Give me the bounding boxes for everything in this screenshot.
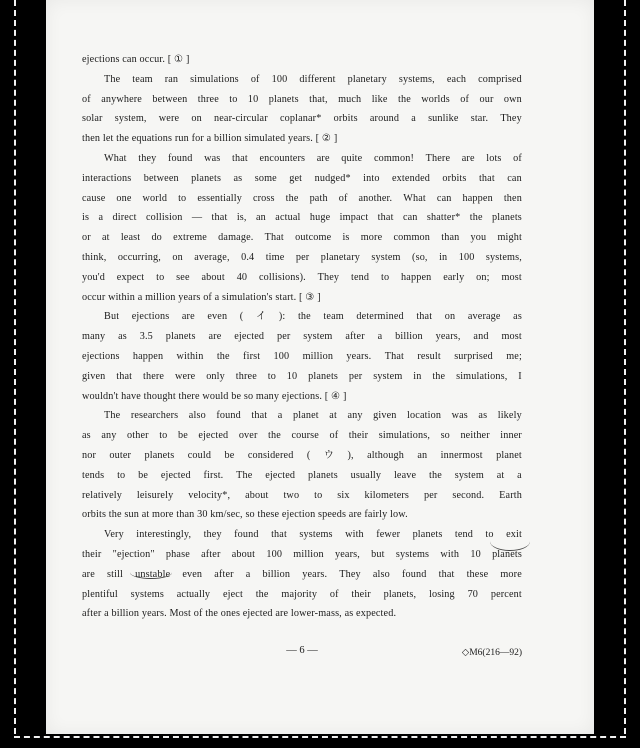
text-line: think, occurring, on average, 0.4 time per planetary system (so, in 100 systems,	[82, 251, 522, 263]
text-line: plentiful systems actually eject the majority of their planets, losing 70 percent	[82, 588, 522, 600]
text-line: The researchers also found that a planet at any given location was as likely	[104, 410, 522, 422]
page-number: — 6 —	[286, 645, 318, 656]
text-line: ejections happen within the first 100 million years. That result surprised me;	[82, 350, 522, 362]
text-line: you'd expect to see about 40 collisions). They tend to happen early on; most	[82, 271, 522, 283]
pencil-underline-mark	[130, 566, 172, 579]
text-line: wouldn't have thought there would be so many ejections. [ ④ ]	[82, 390, 347, 402]
bottom-dashed-border	[14, 736, 626, 738]
text-line: then let the equations run for a billion simulated years. [ ② ]	[82, 133, 338, 145]
text-line: of anywhere between three to 10 planets that, much like the worlds of our own	[82, 93, 522, 105]
pencil-underline-mark	[490, 532, 530, 551]
text-line: But ejections are even ( イ ): the team determined that on average as	[104, 311, 522, 323]
text-line: orbits the sun at more than 30 km/sec, so these ejection speeds are fairly low.	[82, 509, 408, 521]
text-line: Very interestingly, they found that systems with fewer planets tend to exit	[104, 529, 522, 541]
text-line: given that there were only three to 10 planets per system in the simulations, I	[82, 370, 522, 382]
text-line: tends to be ejected first. The ejected planets usually leave the system at a	[82, 469, 522, 481]
text-line: nor outer planets could be considered ( ウ ), although an innermost planet	[82, 449, 522, 461]
text-line: after a billion years. Most of the ones ejected are lower-mass, as expected.	[82, 608, 397, 620]
text-line: What they found was that encounters are quite common! There are lots of	[104, 152, 522, 164]
text-line: The team ran simulations of 100 different planetary systems, each comprised	[104, 73, 522, 85]
text-line: cause one world to essentially cross the path of another. What can happen then	[82, 192, 522, 204]
right-dashed-border	[624, 0, 626, 734]
text-line: as any other to be ejected over the course of their simulations, so neither inner	[82, 430, 522, 442]
text-line: are still unstable even after a billion years. They also found that these more	[82, 568, 522, 580]
text-line: occur within a million years of a simulation's start. [ ③ ]	[82, 291, 321, 303]
page-footer	[82, 645, 522, 665]
document-body	[82, 50, 522, 624]
text-line: interactions between planets as some get nudged* into extended orbits that can	[82, 172, 522, 184]
page-code: ◇M6(216—92)	[461, 648, 522, 658]
text-line: ejections can occur. [ ① ]	[82, 54, 190, 65]
text-line: is a direct collision — that is, an actual huge impact that can shatter* the planets	[82, 212, 522, 224]
text-line: or at least do extreme damage. That outcome is more common than you might	[82, 232, 522, 244]
text-line: their "ejection" phase after about 100 million years, but systems with 10 planets	[82, 548, 522, 560]
left-dashed-border	[14, 0, 16, 734]
text-line: solar system, were on near-circular coplanar* orbits around a sunlike star. They	[82, 113, 522, 125]
text-line: relatively leisurely velocity*, about two to six kilometers per second. Earth	[82, 489, 522, 501]
text-line: many as 3.5 planets are ejected per system after a billion years, and most	[82, 331, 522, 343]
